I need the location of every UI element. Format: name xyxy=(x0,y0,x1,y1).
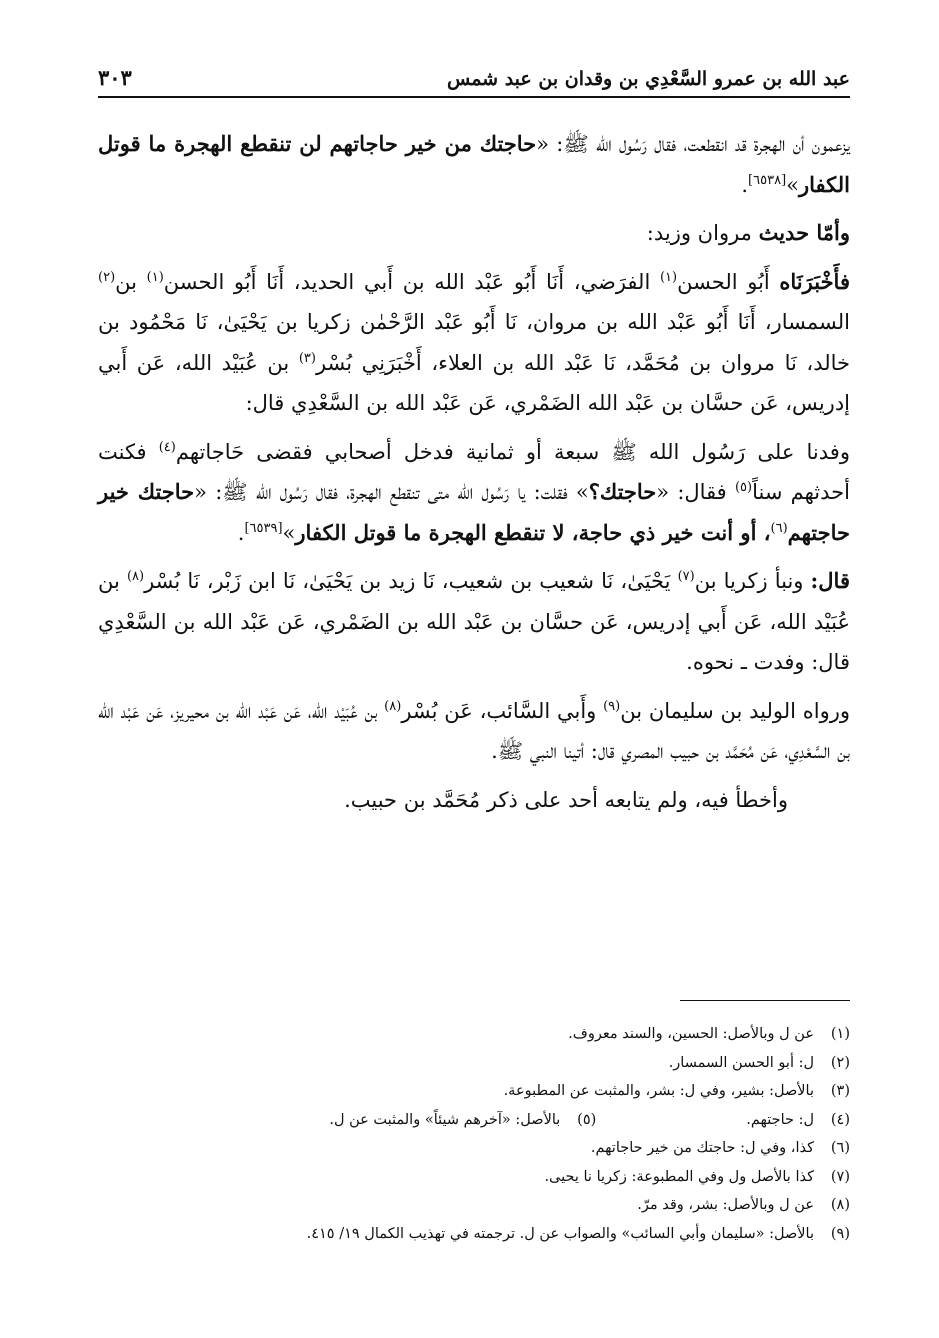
text-run: فقال: « xyxy=(656,480,735,504)
footnote-number: (٨) xyxy=(830,1197,850,1213)
footnote-ref: (٥) xyxy=(734,480,753,495)
footnote xyxy=(98,1163,850,1192)
text-run: يَحْيَىٰ، نَا شعيب بن شعيب، نَا زيد بن يَحْيَىٰ، نَا ابن زَبْر، نَا بُسْر xyxy=(144,569,678,593)
text-run: الفرَضي، أَنَا أَبُو عَبْد الله بن أَبي الحديد، أَنَا أَبُو الحسن xyxy=(163,269,660,294)
hadith-number: [٦٥٣٨] xyxy=(748,172,787,188)
text-run: بن عُبَيْد الله، عَن عَبْد الله بن محيريز، عَن عَبْد الله بن السَّعْدِي، عَن مُحَمَّد بن حبيب المصري قال: أتينا النبي ﷺ. xyxy=(98,698,850,763)
text-run: » xyxy=(786,172,799,197)
footnote-number: (٧) xyxy=(830,1168,850,1185)
footnote xyxy=(98,1077,850,1106)
text-run: . xyxy=(741,172,749,197)
footnote-number: (٤) xyxy=(830,1111,850,1128)
footnote-ref: (٩) xyxy=(603,698,621,714)
paragraph xyxy=(98,691,850,772)
footnote-separator xyxy=(680,1000,850,1001)
footnote-text: ل: حاجتهم. xyxy=(746,1111,814,1128)
paragraph xyxy=(98,561,850,683)
footnote-number: (١) xyxy=(830,1026,850,1042)
footnote xyxy=(98,1220,850,1249)
text-run: » فقلت: يا رَسُول الله متى تنقطع الهجرة، فقال رَسُول الله ﷺ: « xyxy=(194,480,589,504)
text-run: بن xyxy=(115,269,147,294)
text-run: أَبُو الحسن xyxy=(677,269,780,294)
paragraph xyxy=(98,780,850,821)
footnote-text: بالأصل: «آخرهم شيئاً» والمثبت عن ل. xyxy=(329,1111,561,1128)
footnote-ref: (٦) xyxy=(770,520,788,536)
footnote-text: كذا بالأصل ول وفي المطبوعة: زكريا نا يحيى. xyxy=(544,1168,814,1185)
text-run: فكنت أحدثهم سناً xyxy=(98,439,850,504)
footnote-number: (٩) xyxy=(830,1225,850,1242)
text-run: وأخطأ فيه، ولم يتابعه أحد على ذكر مُحَمَّد بن حبيب. xyxy=(344,787,788,812)
footnote-ref: (١) xyxy=(659,269,678,285)
hadith-text: ، أو أنت خير ذي حاجة، لا تنقطع الهجرة ما قوتل الكفار xyxy=(295,519,771,545)
footnote-text: عن ل وبالأصل: بشر، وقد مرّ. xyxy=(637,1197,814,1213)
running-title: عبد الله بن عمرو السَّعْدِي بن وقدان بن عبد شمس xyxy=(446,68,850,90)
text-run: وفدنا على رَسُول الله ﷺ سبعة أو ثمانية فدخل أصحابي فقضى حَاجاتهم xyxy=(175,439,850,464)
footnote-ref: (٨) xyxy=(384,698,402,714)
text-run: بن عُبَيْد الله، عَن أَبي إدريس، عَن حسَّان بن عَبْد الله بن الضَمْري، عَن عَبْد الله بن السَّعْدِي قال: وفدت ـ نحوه. xyxy=(98,569,850,674)
paragraph xyxy=(98,262,850,424)
text-run: وأَبي السَّائب، عَن بُسْر xyxy=(401,698,604,723)
text-run: بن عُبَيْد الله، عَن أَبي إدريس، عَن حسَّان بن عَبْد الله الضَمْري، عَن عَبْد الله بن السَّعْدِي قال: xyxy=(98,350,850,415)
footnote-text: ل: أبو الحسن السمسار. xyxy=(668,1054,814,1071)
paragraph xyxy=(98,432,850,554)
footnote-ref: (٤) xyxy=(158,439,176,455)
footnote-ref: (٧) xyxy=(677,569,695,584)
footnote-text: كذا، وفي ل: حاجتك من خير حاجاتهم. xyxy=(590,1140,814,1156)
footnote xyxy=(98,1134,850,1163)
footnote-text: بالأصل: «سليمان وأبي السائب» والصواب عن ل. ترجمته في تهذيب الكمال ١٩/ ٤١٥. xyxy=(306,1225,814,1242)
hadith-number: [٦٥٣٩] xyxy=(244,520,283,536)
isnad-lead: فأَخْبَرَنَاه xyxy=(779,268,850,294)
footnote-text: بالأصل: بشير، وفي ل: بشر، والمثبت عن المطبوعة. xyxy=(503,1083,814,1099)
text-run: يزعمون أن الهجرة قد انقطعت، فقال رَسُول الله ﷺ: « xyxy=(536,132,850,156)
hadith-text: حاجتك من خير حاجاتهم لن تنقطع الهجرة ما قوتل الكفار xyxy=(98,131,850,197)
main-text xyxy=(98,124,850,828)
hadith-text: حاجتك؟ xyxy=(588,479,657,504)
footnote xyxy=(98,1049,850,1078)
text-run: السمسار، أَنَا أَبُو عَبْد الله بن مروان، نَا أَبُو عَبْد الرَّحْمٰن زكريا بن يَحْيَىٰ، نَا مَحْمُود بن خالد، نَا مروان بن مُحَمَّد، نَا عَبْد الله بن العلاء، أَخْبَرَنِي بُسْر xyxy=(98,310,850,375)
footnote-number: (٣) xyxy=(830,1083,850,1099)
paragraph xyxy=(98,213,850,254)
hadith-text: حاجتك خير حاجتهم xyxy=(98,479,850,545)
section-lead: وأمّا حديث xyxy=(758,220,850,245)
text-run: . xyxy=(237,520,245,545)
footnote-number: (٥) xyxy=(577,1111,597,1128)
footnote-ref: (٣) xyxy=(298,350,316,366)
section-lead: قال: xyxy=(810,568,850,593)
footnote-ref: (٨) xyxy=(126,569,145,584)
footnote-number: (٢) xyxy=(830,1054,850,1071)
paragraph xyxy=(98,124,850,205)
page-header xyxy=(98,60,850,98)
text-run: ونبأ زكريا بن xyxy=(694,569,811,593)
footnote xyxy=(98,1020,850,1049)
footnote-number: (٦) xyxy=(830,1140,850,1156)
footnote-text: عن ل وبالأصل: الحسين، والسند معروف. xyxy=(568,1026,814,1042)
footnote-ref: (٢) xyxy=(98,269,116,285)
footnotes xyxy=(98,1020,850,1248)
footnote-ref: (١) xyxy=(146,269,164,285)
footnote xyxy=(98,1191,850,1220)
footnote xyxy=(98,1106,850,1135)
text-run: مروان وزيد: xyxy=(646,221,759,245)
page-number: ٣٠٣ xyxy=(98,65,132,90)
text-run: » xyxy=(282,520,296,545)
text-run: ورواه الوليد بن سليمان بن xyxy=(620,698,850,723)
